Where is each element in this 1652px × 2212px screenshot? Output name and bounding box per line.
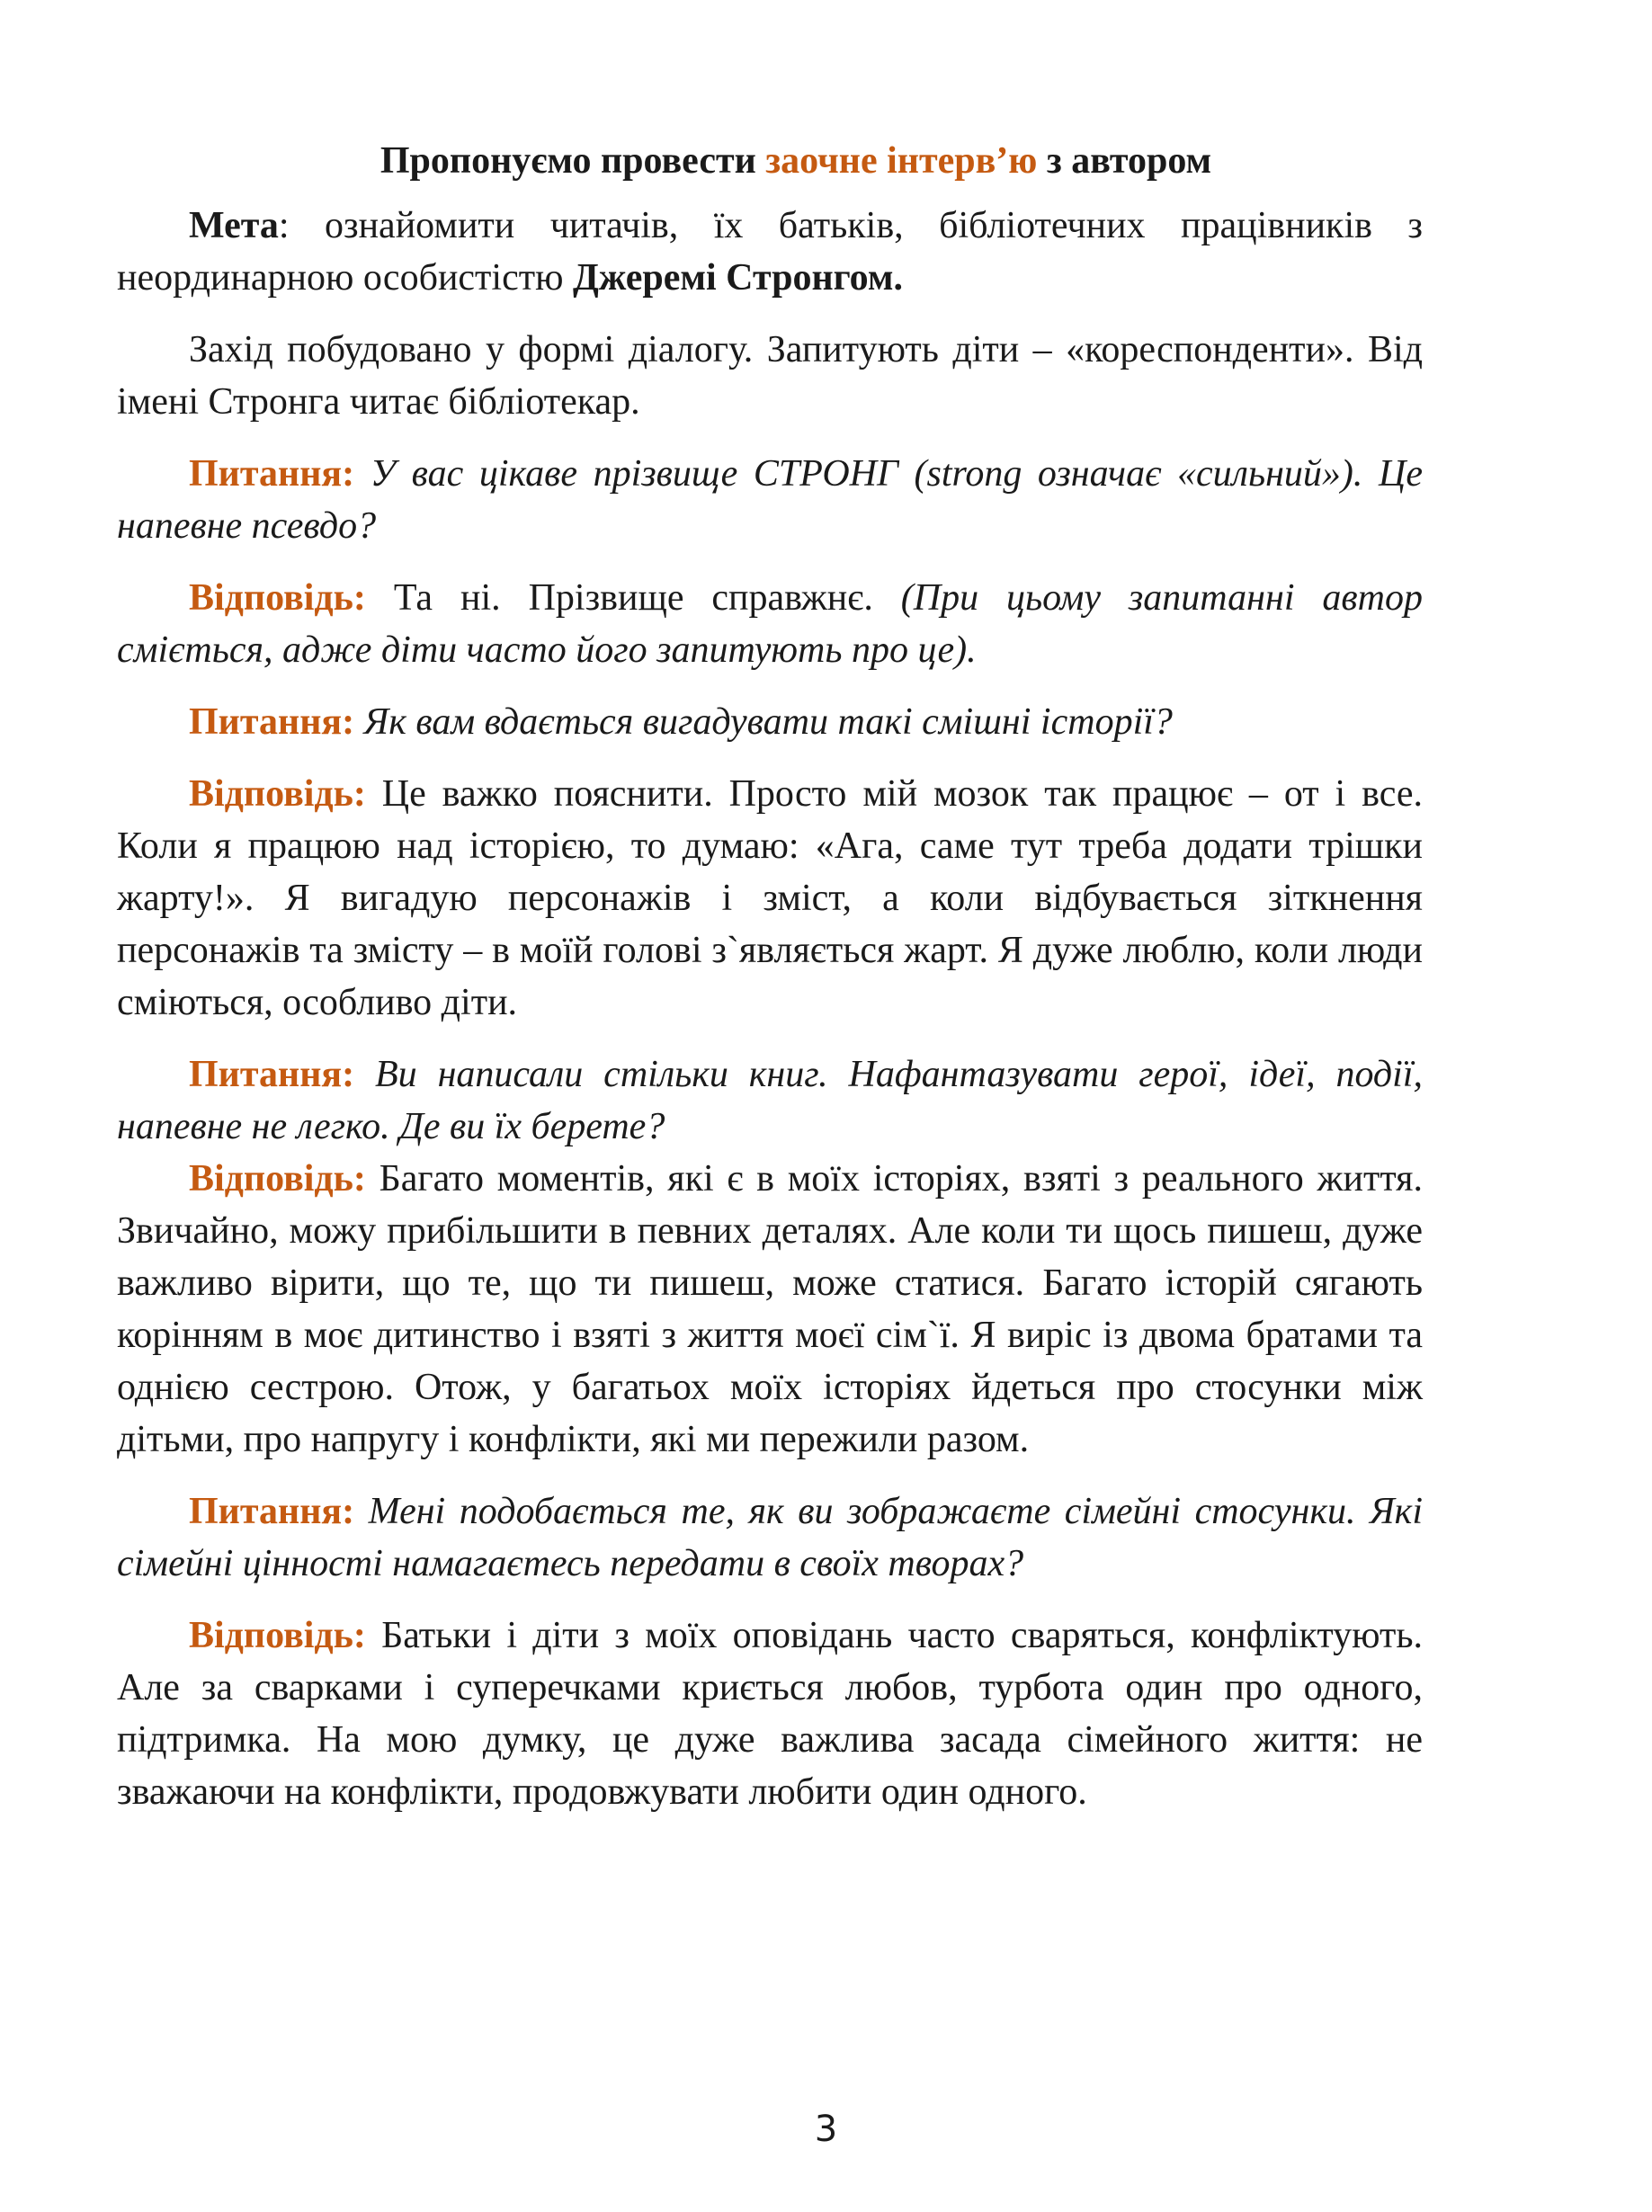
answer-note: (При цьому запитанні автор сміється, адже діти часто його запитують про це). [117, 577, 1423, 671]
intro-paragraph: Захід побудовано у формі діалогу. Запитують діти – «кореспонденти». Від імені Стронга читає бібліотекар. [117, 329, 1423, 423]
goal-label: Мета [189, 205, 279, 246]
answer-2: Відповідь: Це важко пояснити. Просто мій мозок так працює – от і все. Коли я працюю над історією, то думаю: «Ага, саме тут треба додати трішки жарту!». Я вигадую персонажів і зміст, а коли відбувається зіткнення персонажів та змісту – в моїй голові з`являється жарт. Я дуже люблю, коли люди сміються, особливо діти. [117, 773, 1423, 1023]
question-label: Питання: [189, 1054, 355, 1095]
answer-label: Відповідь: [189, 577, 366, 619]
answer-4: Відповідь: Батьки і діти з моїх оповідань часто сваряться, конфліктують. Але за сварками і суперечками криється любов, турбота один про одного, підтримка. На мою думку, це дуже важлива засада сімейного життя: не зважаючи на конфлікти, продовжувати любити один одного. [117, 1615, 1423, 1813]
title-accent: заочне інтерв’ю [765, 140, 1038, 182]
question-4: Питання: Мені подобається те, як ви зображаєте сімейні стосунки. Які сімейні цінності намагаєтесь передати в своїх творах? [117, 1491, 1423, 1584]
page-title: Пропонуємо провести заочне інтерв’ю з автором [380, 140, 1212, 182]
question-1: Питання: У вас цікаве прізвище СТРОНГ (strong означає «сильний»). Це напевне псевдо? [117, 453, 1423, 547]
answer-1: Відповідь: Та ні. Прізвище справжнє. (При цьому запитанні автор сміється, адже діти часто його запитують про це). [117, 577, 1423, 671]
answer-3: Відповідь: Багато моментів, які є в моїх історіях, взяті з реального життя. Звичайно, можу прибільшити в певних деталях. Але коли ти щось пишеш, дуже важливо вірити, що те, що ти пишеш, може статися. Багато історій сягають корінням в моє дитинство і взяті з життя моєї сім`ї. Я виріс із двома братами та однією сестрою. Отож, у багатьох моїх історіях йдеться про стосунки між дітьми, про напругу і конфлікти, які ми пережили разом. [117, 1158, 1423, 1460]
answer-label: Відповідь: [189, 1615, 366, 1656]
question-label: Питання: [189, 1491, 355, 1532]
question-label: Питання: [189, 453, 355, 495]
question-3: Питання: Ви написали стільки книг. Нафантазувати герої, ідеї, події, напевне не легко. Де ви їх берете? [117, 1054, 1423, 1147]
author-name: Джеремі Стронгом. [572, 257, 903, 299]
answer-label: Відповідь: [189, 773, 366, 815]
answer-label: Відповідь: [189, 1158, 366, 1200]
document-page [117, 135, 1423, 1818]
question-2: Питання: Як вам вдається вигадувати такі смішні історії? [189, 701, 1173, 743]
page-number: 3 [814, 2109, 838, 2150]
goal-paragraph: Мета: ознайомити читачів, їх батьків, бібліотечних працівників з неординарною особистістю Джеремі Стронгом. [117, 205, 1423, 299]
question-label: Питання: [189, 701, 355, 743]
